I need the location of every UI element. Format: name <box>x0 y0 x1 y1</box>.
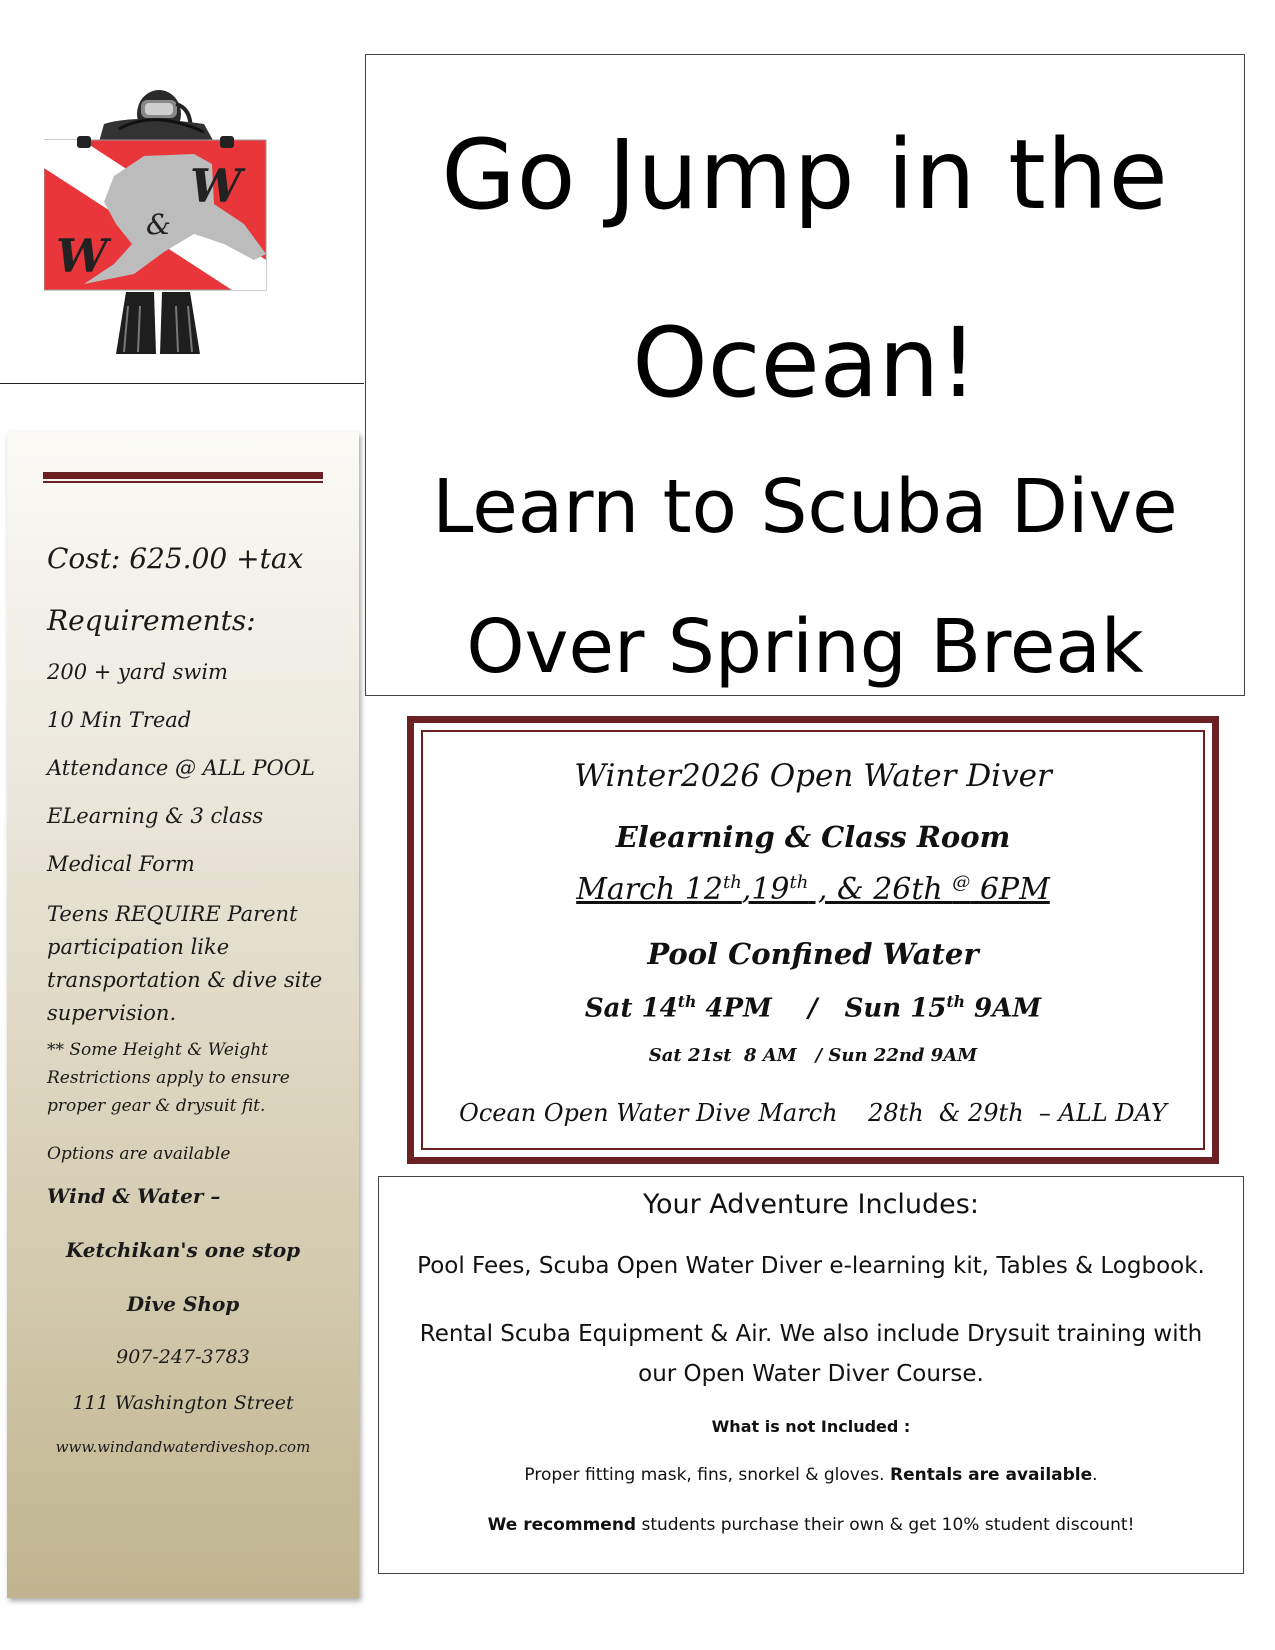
requirement-item: Medical Form <box>47 852 195 876</box>
shop-website-link[interactable]: www.windandwaterdiveshop.com <box>55 1438 311 1456</box>
logo-divider <box>0 383 364 384</box>
options-note: Options are available <box>47 1144 231 1164</box>
recommendation-note: We recommend students purchase their own & get 10% student discount! <box>487 1515 1135 1535</box>
not-included-items: Proper fitting mask, fins, snorkel & gloves. Rentals are available. <box>524 1465 1098 1485</box>
hero-headline-box <box>365 54 1245 696</box>
requirement-item: ELearning & 3 class <box>47 804 264 828</box>
shop-name-line-2: Ketchikan's one stop <box>65 1238 301 1262</box>
info-sidebar <box>7 432 359 1598</box>
shop-name-line-1: Wind & Water – <box>47 1184 221 1208</box>
headline-line-4: Over Spring Break <box>466 604 1144 690</box>
logo-letter-top: W <box>190 159 242 213</box>
headline-line-1: Go Jump in the <box>441 119 1169 231</box>
teens-note: Teens REQUIRE Parent participation like transportation & dive site supervision. <box>47 902 323 1025</box>
headline-line-2: Ocean! <box>632 307 978 419</box>
pool-heading: Pool Confined Water <box>647 937 979 971</box>
includes-paragraph-2: Rental Scuba Equipment & Air. We also include Drysuit training with our Open Water Diver Course. <box>419 1321 1203 1387</box>
restrictions-note: ** Some Height & Weight Restrictions apply to ensure proper gear & drysuit fit. <box>47 1040 290 1116</box>
course-cost: Cost: 625.00 +tax <box>47 542 304 575</box>
requirement-item: 200 + yard swim <box>47 660 228 684</box>
headline-line-3: Learn to Scuba Dive <box>432 464 1178 550</box>
includes-paragraph-1: Pool Fees, Scuba Open Water Diver e-learning kit, Tables & Logbook. <box>417 1253 1205 1279</box>
schedule-box <box>407 716 1219 1164</box>
pool-weekend-2: Sat 21st 8 AM / Sun 22nd 9AM <box>648 1045 978 1066</box>
diver-flag-logo-icon <box>44 84 284 374</box>
requirement-item: 10 Min Tread <box>47 708 192 732</box>
logo-ampersand: & <box>146 208 171 241</box>
sidebar-accent-bar <box>43 472 323 479</box>
sidebar-accent-rule <box>43 481 323 483</box>
shop-phone: 907-247-3783 <box>116 1346 250 1368</box>
includes-heading: Your Adventure Includes: <box>643 1189 979 1220</box>
shop-name-line-3: Dive Shop <box>126 1292 240 1316</box>
requirement-item: Attendance @ ALL POOL <box>47 756 315 780</box>
logo-letter-bottom: W <box>56 229 108 283</box>
not-included-heading: What is not Included : <box>711 1417 911 1436</box>
shop-address: 111 Washington Street <box>72 1392 294 1414</box>
ocean-dive-dates: Ocean Open Water Dive March 28th & 29th – ALL DAY <box>459 1099 1167 1127</box>
pool-weekend-1: Sat 14th 4PM / Sun 15th 9AM <box>584 992 1042 1024</box>
schedule-title: Winter2026 Open Water Diver <box>574 758 1052 794</box>
includes-box <box>378 1176 1244 1574</box>
requirements-heading: Requirements: <box>47 604 256 637</box>
dive-shop-logo <box>44 84 284 374</box>
classroom-dates: March 12th,19th , & 26th @ 6PM <box>576 872 1050 907</box>
elearning-heading: Elearning & Class Room <box>615 820 1011 854</box>
